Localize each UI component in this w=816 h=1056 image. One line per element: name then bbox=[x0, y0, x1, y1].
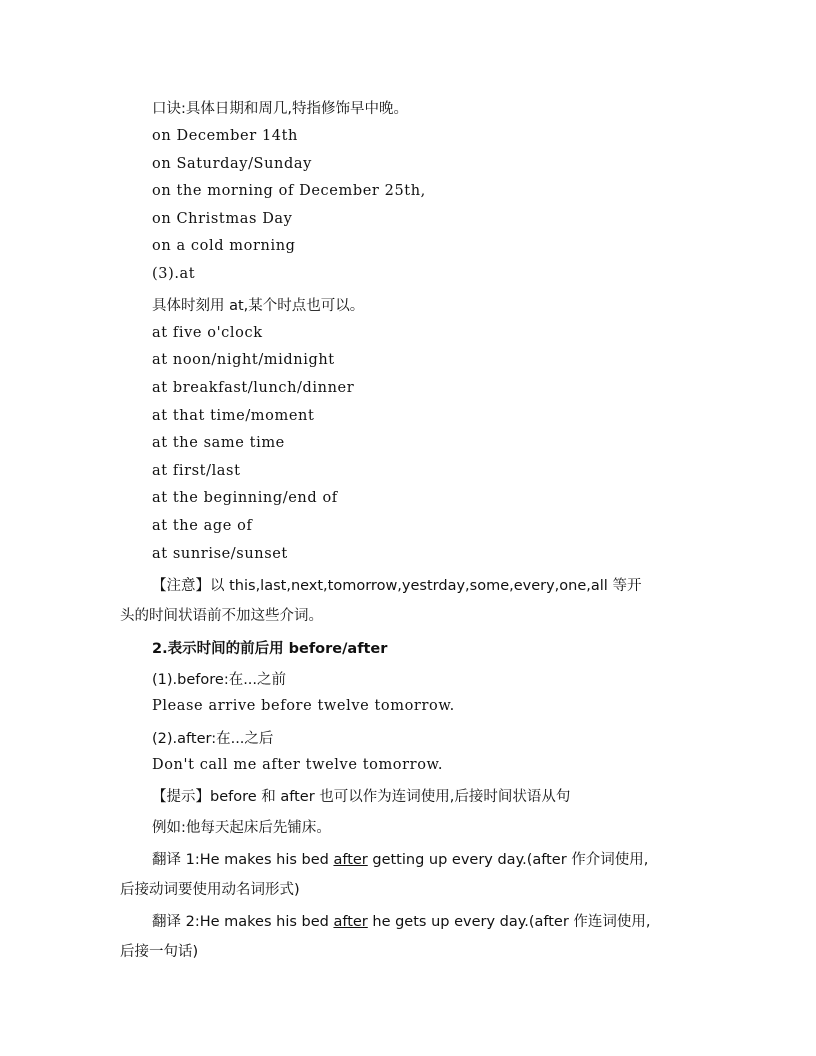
example-sentence: Don't call me after twelve tomorrow. bbox=[152, 757, 444, 773]
example-line: at sunrise/sunset bbox=[152, 546, 288, 562]
example-line: at breakfast/lunch/dinner bbox=[152, 380, 355, 396]
example-line: at the age of bbox=[152, 518, 253, 534]
example-line: on a cold morning bbox=[152, 238, 296, 254]
subsection-heading: (1).before:在...之前 bbox=[152, 672, 287, 688]
underlined-after: after bbox=[333, 914, 368, 930]
example-line: on Christmas Day bbox=[152, 211, 293, 227]
translation-1-continued: 后接动词要使用动名词形式) bbox=[120, 882, 300, 898]
translation-1-text-cont: getting up every day.(after 作介词使用, bbox=[367, 852, 649, 868]
note-line: 【注意】以 this,last,next,tomorrow,yestrday,some,every,one,all 等开 bbox=[152, 578, 642, 594]
translation-1-text: 翻译 1:He makes his bed bbox=[152, 852, 334, 868]
translation-2 bbox=[152, 910, 651, 931]
section-heading: 2.表示时间的前后用 before/after bbox=[152, 641, 388, 657]
example-intro: 例如:他每天起床后先铺床。 bbox=[152, 820, 331, 836]
underlined-after: after bbox=[333, 852, 368, 868]
example-line: on the morning of December 25th, bbox=[152, 183, 426, 199]
example-line: at that time/moment bbox=[152, 408, 315, 424]
example-line: at first/last bbox=[152, 463, 241, 479]
example-sentence: Please arrive before twelve tomorrow. bbox=[152, 698, 455, 714]
translation-2-text-cont: he gets up every day.(after 作连词使用, bbox=[367, 914, 651, 930]
example-line: on Saturday/Sunday bbox=[152, 156, 312, 172]
subsection-heading: (3).at bbox=[152, 266, 196, 282]
translation-2-text: 翻译 2:He makes his bed bbox=[152, 914, 334, 930]
subsection-heading: (2).after:在...之后 bbox=[152, 731, 274, 747]
note-line-continued: 头的时间状语前不加这些介词。 bbox=[120, 608, 323, 624]
example-line: at the same time bbox=[152, 435, 285, 451]
translation-1 bbox=[152, 848, 648, 869]
example-line: on December 14th bbox=[152, 128, 298, 144]
example-line: at noon/night/midnight bbox=[152, 352, 335, 368]
example-line: at five o'clock bbox=[152, 325, 263, 341]
mnemonic-line: 口诀:具体日期和周几,特指修饰早中晚。 bbox=[152, 101, 408, 117]
tip-line: 【提示】before 和 after 也可以作为连词使用,后接时间状语从句 bbox=[152, 789, 571, 805]
rule-line: 具体时刻用 at,某个时点也可以。 bbox=[152, 298, 365, 314]
translation-2-continued: 后接一句话) bbox=[120, 944, 199, 960]
example-line: at the beginning/end of bbox=[152, 490, 338, 506]
